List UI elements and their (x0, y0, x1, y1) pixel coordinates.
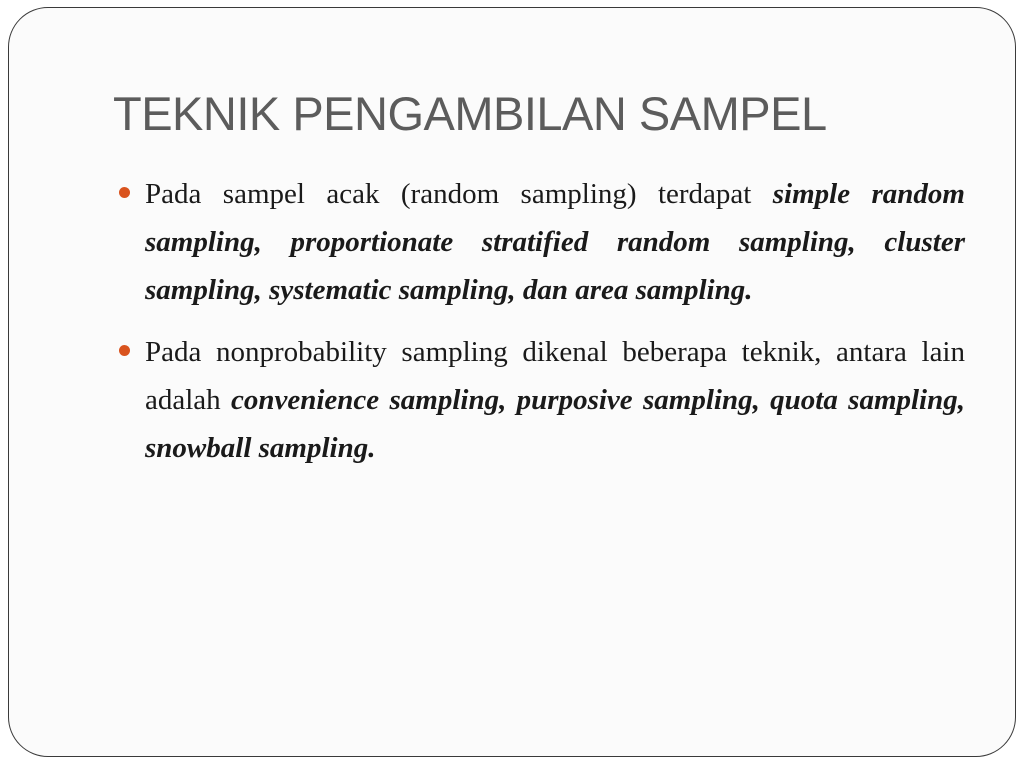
bullet-emphasis-text: simple random sampling, proportionate stratified random sampling, cluster sampling, systematic sampling, dan area sampling. (145, 178, 965, 306)
bullet-plain-text: Pada nonprobability sampling dikenal beberapa teknik, antara lain adalah (145, 336, 965, 416)
bullet-dot-icon (119, 345, 130, 356)
bullet-text (145, 328, 965, 472)
slide-frame (8, 7, 1016, 757)
bullet-dot-icon (119, 187, 130, 198)
bullet-emphasis-text: convenience sampling, purposive sampling, quota sampling, snowball sampling. (145, 384, 965, 464)
bullet-list (119, 170, 965, 486)
slide-title: TEKNIK PENGAMBILAN SAMPEL (113, 87, 827, 140)
bullet-item-random-sampling (119, 170, 965, 314)
bullet-text (145, 170, 965, 314)
bullet-item-nonprobability-sampling (119, 328, 965, 472)
bullet-plain-text: Pada sampel acak (random sampling) terdapat (145, 178, 773, 210)
